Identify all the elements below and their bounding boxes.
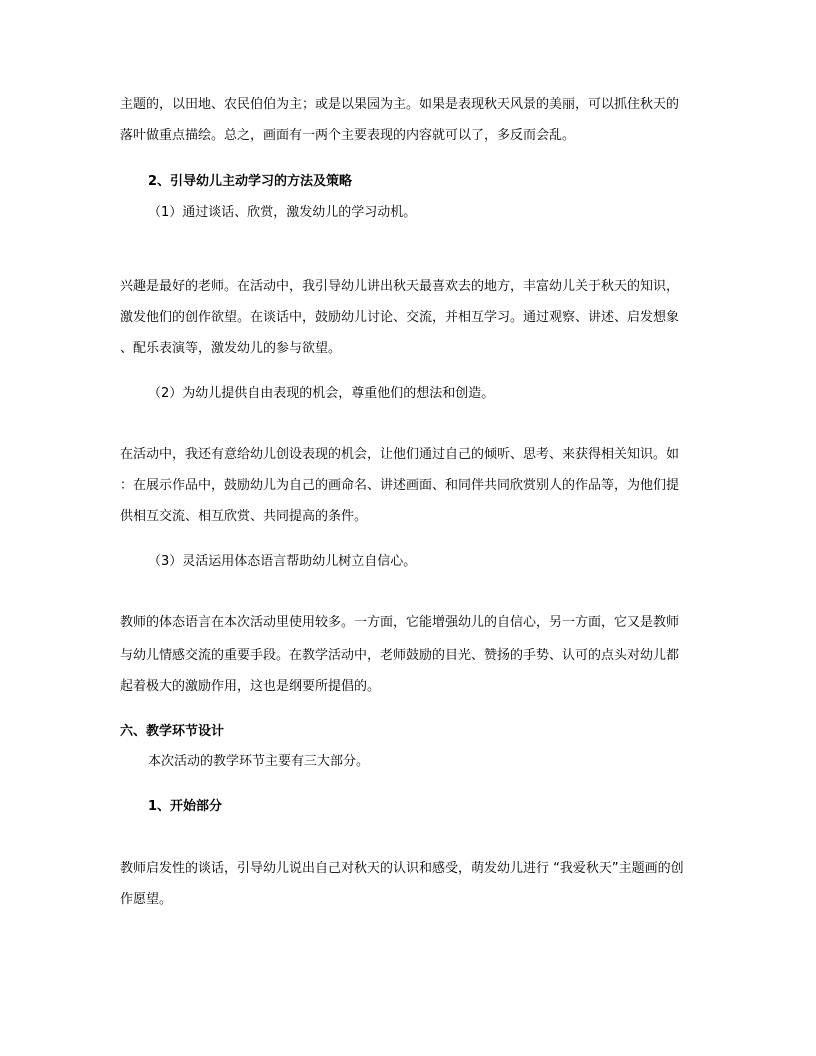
paragraph-line: 与幼儿情感交流的重要手段。在教学活动中，老师鼓励的目光、赞扬的手势、认可的点头对幼儿都 [120,648,680,663]
paragraph-line: 供相互交流、相互欣赏、共同提高的条件。 [120,509,368,524]
subheading: 1、开始部分 [148,799,223,814]
paragraph-line: 作愿望。 [120,892,173,907]
section-heading: 2、引导幼儿主动学习的方法及策略 [148,174,353,189]
paragraph-line: 兴趣是最好的老师。在活动中，我引导幼儿讲出秋天最喜欢去的地方，丰富幼儿关于秋天的知识， [120,279,680,294]
paragraph-line: 在活动中，我还有意给幼儿创设表现的机会，让他们通过自己的倾听、思考、来获得相关知识。如 [120,447,680,462]
paragraph-line: 教师的体态语言在本次活动里使用较多。一方面，它能增强幼儿的自信心，另一方面，它又是教师 [120,615,680,630]
paragraph-line: 教师启发性的谈话，引导幼儿说出自己对秋天的认识和感受，萌发幼儿进行 “我爱秋天”主题画的创 [120,861,684,876]
paragraph-line: 落叶做重点描绘。总之，画面有一两个主要表现的内容就可以了，多反而会乱。 [120,128,576,143]
paragraph-line: 激发他们的创作欲望。在谈话中，鼓励幼儿讨论、交流，并相互学习。通过观察、讲述、启发想象 [120,310,680,325]
paragraph-line: 起着极大的激励作用，这也是纲要所提倡的。 [120,679,381,694]
paragraph-line: 本次活动的教学环节主要有三大部分。 [148,754,370,769]
subheading: （2）为幼儿提供自由表现的机会，尊重他们的想法和创造。 [148,386,495,401]
subheading: （1）通过谈话、欣赏，激发幼儿的学习动机。 [148,205,417,220]
paragraph-line: 、配乐表演等，激发幼儿的参与欲望。 [120,341,342,356]
paragraph-line: ：在展示作品中，鼓励幼儿为自己的画命名、讲述画面、和同伴共同欣赏别人的作品等，为他们提 [120,478,680,493]
section-heading: 六、教学环节设计 [120,724,225,739]
paragraph-line: 主题的，以田地、农民伯伯为主；或是以果园为主。如果是表现秋天风景的美丽，可以抓住秋天的 [120,97,680,112]
subheading: （3）灵活运用体态语言帮助幼儿树立自信心。 [148,554,417,569]
